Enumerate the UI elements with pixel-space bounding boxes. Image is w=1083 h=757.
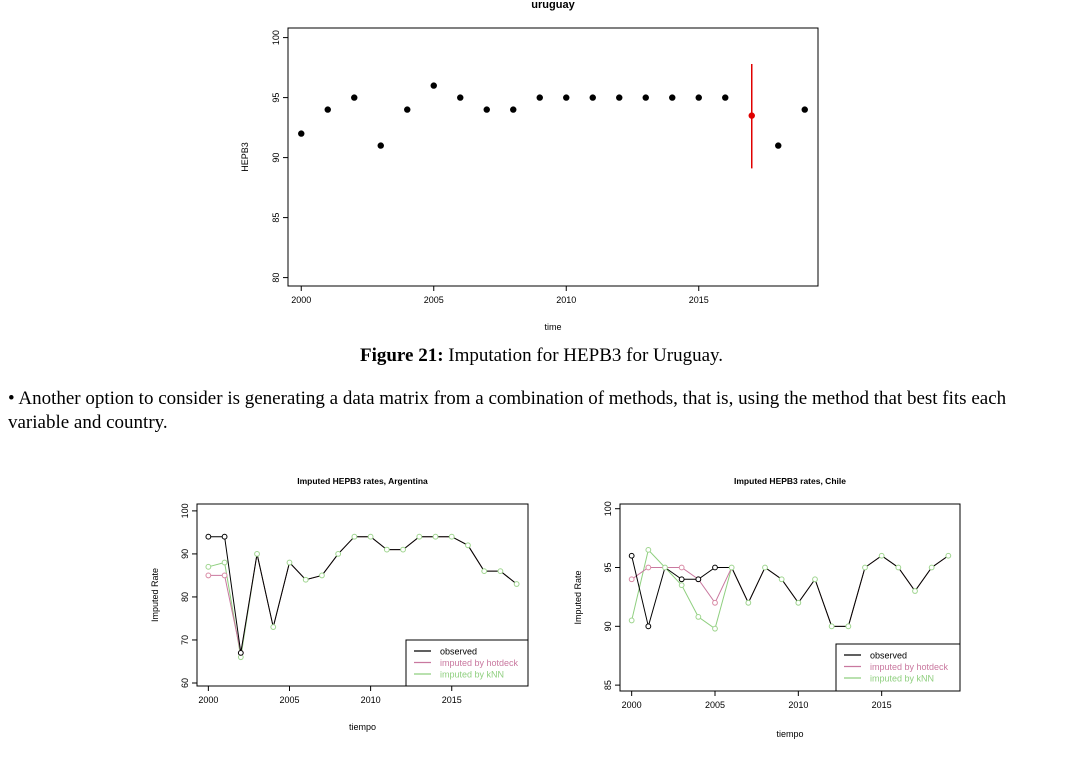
y-tick-label: 80 xyxy=(271,272,281,283)
x-tick-label: 2000 xyxy=(291,295,312,305)
x-tick-label: 2000 xyxy=(621,700,642,710)
figure-caption-text: Imputation for HEPB3 for Uruguay. xyxy=(443,345,724,366)
series-point-0 xyxy=(696,577,701,582)
argentina-chart xyxy=(140,470,540,740)
series-point-1 xyxy=(713,600,718,605)
legend-label: imputed by hotdeck xyxy=(870,662,949,672)
data-point xyxy=(510,106,516,112)
series-point-0 xyxy=(238,650,243,655)
series-line-2 xyxy=(632,550,949,629)
data-point xyxy=(722,94,728,100)
chile-chart-svg xyxy=(565,470,975,745)
x-tick-label: 2015 xyxy=(688,295,709,305)
series-point-0 xyxy=(222,534,227,539)
series-point-2 xyxy=(255,552,260,557)
y-tick-label: 85 xyxy=(603,680,613,691)
x-axis-label: tiempo xyxy=(776,729,804,739)
y-axis-label: HEPB3 xyxy=(240,142,250,172)
data-point xyxy=(802,106,808,112)
series-point-2 xyxy=(514,582,519,587)
legend-label: imputed by kNN xyxy=(440,669,505,680)
series-point-2 xyxy=(746,600,751,605)
x-tick-label: 2005 xyxy=(704,700,726,710)
series-point-2 xyxy=(763,565,768,570)
uruguay-chart-svg xyxy=(230,0,830,340)
y-tick-label: 60 xyxy=(180,677,190,688)
y-tick-label: 95 xyxy=(271,92,281,103)
series-point-2 xyxy=(449,534,454,539)
series-point-2 xyxy=(352,534,357,539)
uruguay-chart xyxy=(230,0,830,340)
y-tick-label: 95 xyxy=(603,562,613,573)
y-axis-label: Imputed Rate xyxy=(573,570,583,625)
legend-label: observed xyxy=(440,646,478,657)
data-point xyxy=(404,106,410,112)
data-point xyxy=(431,82,437,88)
series-point-2 xyxy=(482,569,487,574)
body-paragraph xyxy=(8,387,1068,435)
y-tick-label: 100 xyxy=(271,30,281,46)
series-point-2 xyxy=(417,534,422,539)
x-tick-label: 2015 xyxy=(871,700,892,710)
series-point-2 xyxy=(929,565,934,570)
series-point-2 xyxy=(336,552,341,557)
chile-chart xyxy=(565,470,975,745)
data-point xyxy=(616,94,622,100)
x-tick-label: 2005 xyxy=(279,695,300,705)
series-point-2 xyxy=(287,560,292,565)
series-point-2 xyxy=(729,565,734,570)
plot-frame xyxy=(288,28,818,286)
data-point xyxy=(457,94,463,100)
data-point xyxy=(563,94,569,100)
data-point xyxy=(298,130,304,136)
x-tick-label: 2010 xyxy=(556,295,577,305)
series-point-2 xyxy=(498,569,503,574)
y-tick-label: 70 xyxy=(180,634,190,645)
x-tick-label: 2015 xyxy=(441,695,462,705)
x-tick-label: 2010 xyxy=(360,695,381,705)
y-tick-label: 90 xyxy=(180,548,190,559)
series-point-2 xyxy=(896,565,901,570)
data-point xyxy=(351,94,357,100)
x-axis-label: time xyxy=(544,322,562,332)
y-tick-label: 80 xyxy=(180,591,190,602)
series-point-0 xyxy=(629,553,634,558)
legend-label: imputed by hotdeck xyxy=(440,658,519,668)
series-point-2 xyxy=(863,565,868,570)
chart-title: Imputed HEPB3 rates, Argentina xyxy=(297,476,428,486)
chart-title: uruguay xyxy=(531,0,575,11)
x-tick-label: 2005 xyxy=(423,295,444,305)
legend-label: imputed by kNN xyxy=(870,673,935,684)
figure-label: Figure 21: xyxy=(359,345,444,366)
y-tick-label: 100 xyxy=(603,501,613,517)
y-tick-label: 85 xyxy=(271,212,281,223)
data-point xyxy=(378,142,384,148)
series-point-2 xyxy=(946,553,951,558)
legend-label: observed xyxy=(870,650,908,661)
data-point xyxy=(643,94,649,100)
series-point-2 xyxy=(879,553,884,558)
series-point-2 xyxy=(679,583,684,588)
data-point xyxy=(669,94,675,100)
data-point xyxy=(775,142,781,148)
series-point-2 xyxy=(629,618,634,623)
series-point-2 xyxy=(829,624,834,629)
series-point-2 xyxy=(696,615,701,620)
series-point-2 xyxy=(913,589,918,594)
series-point-0 xyxy=(713,565,718,570)
x-tick-label: 2010 xyxy=(788,700,809,710)
series-point-2 xyxy=(713,626,718,631)
y-tick-label: 90 xyxy=(603,621,613,632)
series-point-2 xyxy=(646,547,651,552)
y-tick-label: 100 xyxy=(180,503,190,519)
series-point-1 xyxy=(222,573,227,578)
series-point-2 xyxy=(320,573,325,578)
series-point-2 xyxy=(846,624,851,629)
figure-caption xyxy=(0,345,1083,367)
series-point-2 xyxy=(779,577,784,582)
data-point xyxy=(537,94,543,100)
series-point-0 xyxy=(646,624,651,629)
series-point-2 xyxy=(206,564,211,569)
series-point-2 xyxy=(466,543,471,548)
series-point-2 xyxy=(303,577,308,582)
series-point-1 xyxy=(629,577,634,582)
chart-title: Imputed HEPB3 rates, Chile xyxy=(734,476,846,486)
series-point-1 xyxy=(679,565,684,570)
imputed-point xyxy=(749,112,755,118)
y-tick-label: 90 xyxy=(271,152,281,163)
series-point-2 xyxy=(368,534,373,539)
series-point-2 xyxy=(663,565,668,570)
series-point-0 xyxy=(679,577,684,582)
series-point-1 xyxy=(646,565,651,570)
series-point-1 xyxy=(206,573,211,578)
data-point xyxy=(484,106,490,112)
data-point xyxy=(325,106,331,112)
series-point-2 xyxy=(796,600,801,605)
series-point-2 xyxy=(271,625,276,630)
bullet-mark: • xyxy=(8,388,15,409)
series-point-0 xyxy=(206,534,211,539)
series-point-2 xyxy=(384,547,389,552)
argentina-chart-svg xyxy=(140,470,540,740)
x-axis-label: tiempo xyxy=(348,722,377,732)
series-point-2 xyxy=(813,577,818,582)
series-point-2 xyxy=(401,547,406,552)
series-point-2 xyxy=(433,534,438,539)
y-axis-label: Imputed Rate xyxy=(150,567,160,623)
paragraph-text: Another option to consider is generating a data matrix from a combination of methods, that is, using the method that best fits each variable and country. xyxy=(8,388,1007,433)
data-point xyxy=(696,94,702,100)
data-point xyxy=(590,94,596,100)
x-tick-label: 2000 xyxy=(198,695,219,705)
series-point-2 xyxy=(222,560,227,565)
